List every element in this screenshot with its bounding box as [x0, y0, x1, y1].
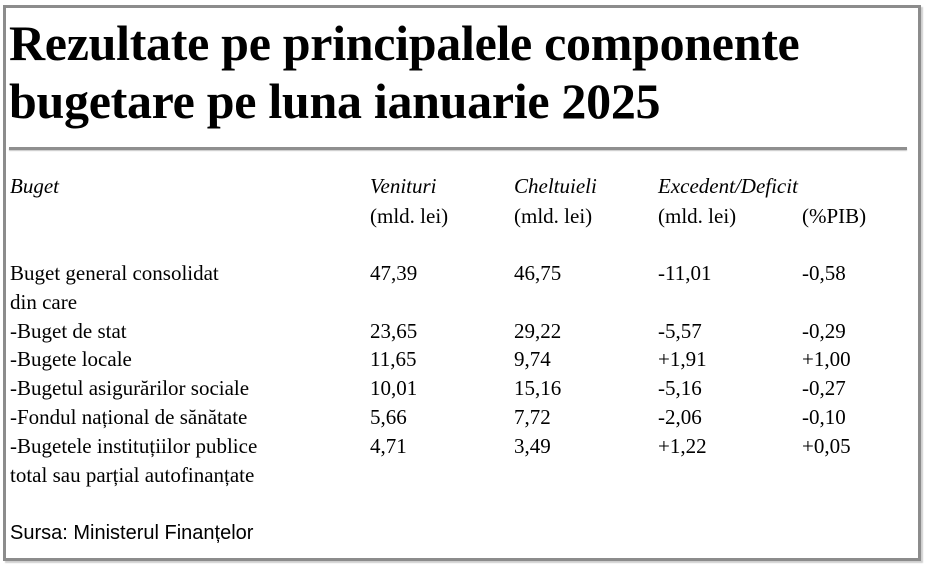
header-cheltuieli: Cheltuieli	[514, 174, 597, 198]
row-venituri: 23,65	[370, 319, 418, 343]
row-cheltuieli: 46,75	[514, 261, 562, 285]
row-sold: -5,16	[658, 376, 702, 400]
source-note: Sursa: Ministerul Finanțelor	[10, 522, 254, 544]
row-pib: -0,10	[802, 405, 846, 429]
row-sold: -11,01	[658, 261, 712, 285]
row-sold: +1,22	[658, 434, 707, 458]
row-pib: +0,05	[802, 434, 851, 458]
row-venituri: 5,66	[370, 405, 407, 429]
header-venituri: Venituri	[370, 174, 437, 198]
row-cheltuieli: 9,74	[514, 347, 551, 371]
page-title	[9, 14, 799, 130]
row-pib: -0,29	[802, 319, 846, 343]
row-name-line2: din care	[10, 290, 78, 314]
header-buget: Buget	[10, 174, 59, 198]
header-cheltuieli-unit: (mld. lei)	[514, 204, 593, 228]
row-venituri: 4,71	[370, 434, 407, 458]
row-name: -Bugetul asigurărilor sociale	[10, 376, 250, 400]
row-sold: +1,91	[658, 347, 707, 371]
header-venituri-unit: (mld. lei)	[370, 204, 449, 228]
row-pib: -0,27	[802, 376, 846, 400]
row-name: -Buget de stat	[10, 319, 127, 343]
row-venituri: 10,01	[370, 376, 418, 400]
row-name: -Fondul național de sănătate	[10, 405, 248, 429]
header-sold: Excedent/Deficit	[658, 174, 798, 198]
row-name: Buget general consolidat	[10, 261, 219, 285]
row-sold: -2,06	[658, 405, 702, 429]
title-line-2: bugetare pe luna ianuarie 2025	[9, 73, 661, 129]
row-venituri: 11,65	[370, 347, 417, 371]
row-cheltuieli: 3,49	[514, 434, 551, 458]
row-name: -Bugete locale	[10, 347, 132, 371]
row-sold: -5,57	[658, 319, 702, 343]
row-cheltuieli: 29,22	[514, 319, 562, 343]
row-venituri: 47,39	[370, 261, 418, 285]
title-divider	[9, 147, 907, 150]
header-sold-pib-unit: (%PIB)	[802, 204, 867, 228]
header-sold-unit: (mld. lei)	[658, 204, 737, 228]
row-name: -Bugetele instituțiilor publice	[10, 434, 258, 458]
row-pib: +1,00	[802, 347, 851, 371]
row-name-line2: total sau parțial autofinanțate	[10, 463, 255, 487]
row-pib: -0,58	[802, 261, 846, 285]
row-cheltuieli: 7,72	[514, 405, 551, 429]
title-line-1: Rezultate pe principalele componente	[9, 15, 800, 71]
row-cheltuieli: 15,16	[514, 376, 562, 400]
